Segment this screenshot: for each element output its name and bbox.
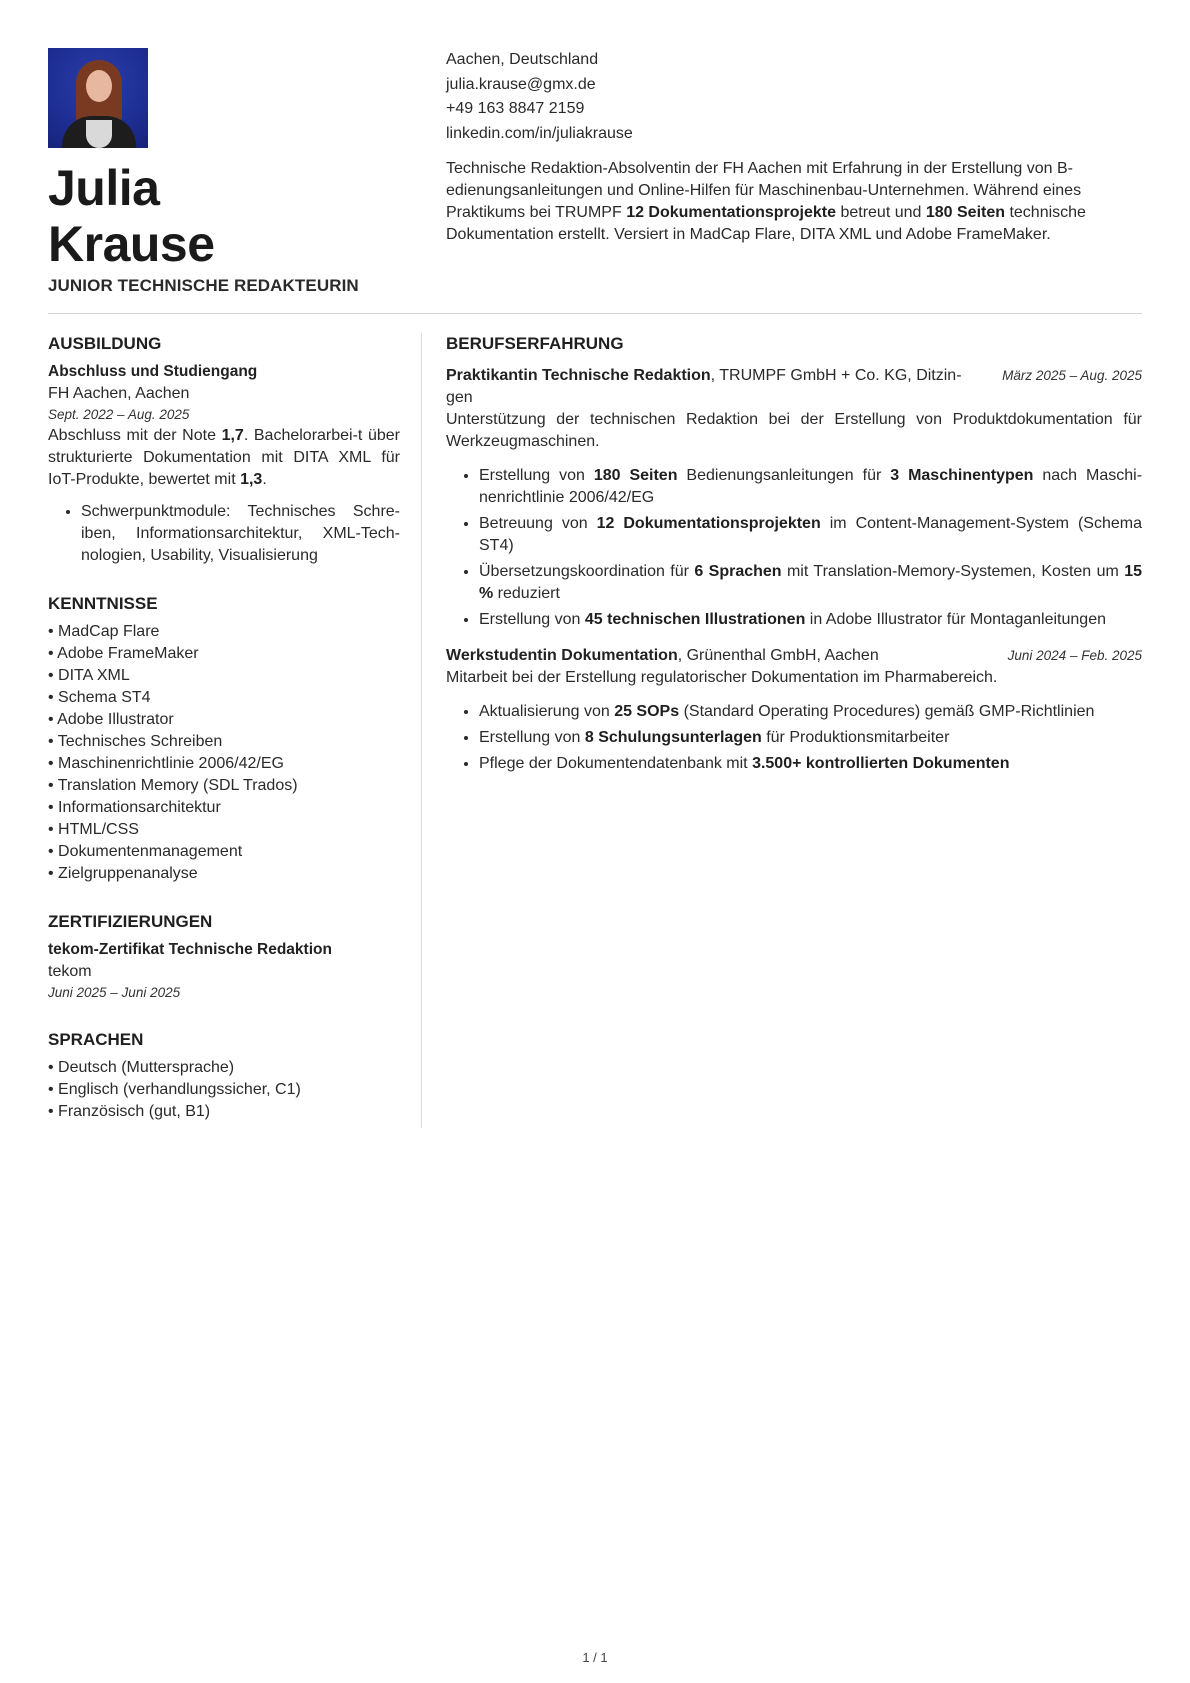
bullet-text: Erstellung von: [479, 729, 585, 746]
job-entry: [446, 645, 1142, 775]
education-grade: 1,7: [221, 427, 244, 444]
certifications-section: [48, 911, 400, 1003]
education-text: Abschluss mit der Note: [48, 427, 222, 444]
bullet-text: nach Maschi-nenrichtlinie 2006/42/EG: [479, 467, 1143, 506]
job-role: Werkstudentin Dokumentation: [446, 647, 678, 664]
section-title-skills: KENNTNISSE: [48, 594, 158, 613]
language-item: • Französisch (gut, B1): [48, 1101, 400, 1123]
bullet-text: Bedienungsanleitungen für: [677, 467, 891, 484]
job-bullet: [479, 513, 1142, 557]
job-bullet: [479, 609, 1142, 631]
bullet-highlight: 3.500+ kontrollierten Dokumenten: [752, 755, 1010, 772]
candidate-name: [48, 160, 215, 272]
skill-item: • HTML/CSS: [48, 819, 400, 841]
section-title-languages: SPRACHEN: [48, 1030, 144, 1049]
thesis-grade: 1,3: [240, 471, 263, 488]
contact-info: [446, 48, 633, 146]
page-indicator: 1 / 1: [582, 1650, 608, 1665]
languages-section: [48, 1029, 400, 1123]
bullet-text: in Adobe Illustrator für Montaganleitungen: [805, 611, 1106, 628]
education-section: [48, 333, 400, 567]
bullet-highlight: 6 Sprachen: [694, 563, 782, 580]
skill-item: • MadCap Flare: [48, 621, 400, 643]
bullet-highlight: 25 SOPs: [614, 703, 680, 720]
education-text: . Bachelorarbei-t über strukturierte Dokumentation mit DITA XML für IoT-Produkte, bewertet mit: [48, 427, 400, 488]
job-role: Praktikantin Technische Redaktion: [446, 367, 711, 384]
certification-dates: Juni 2025 – Juni 2025: [48, 985, 181, 1000]
profile-photo: [48, 48, 148, 148]
job-dates: März 2025 – Aug. 2025: [1002, 368, 1142, 383]
job-title: JUNIOR TECHNISCHE REDAKTEURIN: [48, 276, 359, 295]
job-dates: Juni 2024 – Feb. 2025: [1007, 648, 1142, 663]
job-bullet: [479, 701, 1142, 723]
bullet-text: Betreuung von: [479, 515, 597, 532]
bullet-highlight: 180 Seiten: [593, 467, 678, 484]
section-title-education: AUSBILDUNG: [48, 334, 162, 353]
left-column: [48, 333, 400, 1149]
summary-text: Technische Redaktion-Absolventin der FH Aachen mit Erfahrung in der Erstellung von B-edienungsanleitungen und Online-Hilfen für Maschinenbau-Unternehmen. Während eines Praktikums bei TRUMPF: [446, 160, 1082, 221]
bullet-text: im Content-Management-System (Schema ST4): [479, 515, 1142, 554]
job-bullets: [446, 465, 1142, 631]
bullet-text: für Produktionsmitarbeiter: [761, 729, 950, 746]
skills-section: [48, 593, 400, 885]
education-text: .: [262, 471, 267, 488]
job-description: Mitarbeit bei der Erstellung regulatorischer Dokumentation im Pharmabereich.: [446, 669, 998, 686]
skill-item: • Translation Memory (SDL Trados): [48, 775, 400, 797]
job-description: Unterstützung der technischen Redaktion bei der Erstellung von Produktdokumentation für Werkzeugmaschinen.: [446, 411, 1142, 450]
education-bullets: [48, 501, 400, 567]
job-company: , Grünenthal GmbH, Aachen: [677, 647, 879, 664]
education-degree: Abschluss und Studiengang: [48, 363, 258, 380]
contact-linkedin[interactable]: linkedin.com/in/juliakrause: [446, 124, 633, 142]
photo-face: [86, 70, 112, 102]
right-column: [446, 333, 1142, 789]
bullet-highlight: 15 %: [479, 563, 1143, 602]
skill-item: • Zielgruppenanalyse: [48, 863, 400, 885]
job-header: [446, 365, 1142, 409]
bullet-text: Aktualisierung von: [479, 703, 615, 720]
skill-item: • Informationsarchitektur: [48, 797, 400, 819]
contact-phone[interactable]: +49 163 8847 2159: [446, 100, 585, 117]
bullet-highlight: 3 Maschinentypen: [890, 467, 1034, 484]
bullet-text: Pflege der Dokumentendatenbank mit: [479, 755, 753, 772]
column-divider: [421, 333, 422, 1128]
job-header: [446, 645, 1142, 667]
header-divider: [48, 313, 1142, 314]
photo-collar: [86, 120, 112, 148]
first-name: Julia: [48, 160, 160, 216]
skill-item: • Maschinenrichtlinie 2006/42/EG: [48, 753, 400, 775]
languages-list: [48, 1057, 400, 1123]
section-title-experience: BERUFSERFAHRUNG: [446, 334, 624, 353]
profile-summary: [446, 158, 1142, 246]
section-title-certifications: ZERTIFIZIERUNGEN: [48, 912, 213, 931]
summary-highlight: 180 Seiten: [925, 204, 1006, 221]
bullet-text: reduziert: [493, 585, 560, 602]
certification-issuer: tekom: [48, 963, 92, 980]
last-name: Krause: [48, 216, 215, 272]
contact-email[interactable]: julia.krause@gmx.de: [446, 75, 596, 93]
skill-item: • DITA XML: [48, 665, 400, 687]
certification-title: tekom-Zertifikat Technische Redaktion: [48, 941, 332, 958]
education-school: FH Aachen, Aachen: [48, 385, 190, 402]
skill-item: • Schema ST4: [48, 687, 400, 709]
job-entry: [446, 365, 1142, 631]
summary-highlight: 12 Dokumentationsprojekte: [626, 204, 837, 221]
education-bullet: • Schwerpunktmodule: Technisches Schre-iben, Informationsarchitektur, XML-Tech-nologien, Usability, Visualisierung: [81, 501, 400, 567]
bullet-text: Übersetzungskoordination für: [479, 563, 695, 580]
job-bullet: [479, 561, 1142, 605]
skill-item: • Adobe Illustrator: [48, 709, 400, 731]
skill-item: • Adobe FrameMaker: [48, 643, 400, 665]
job-bullets: [446, 701, 1142, 775]
bullet-text: Erstellung von: [479, 467, 594, 484]
bullet-text: mit Translation-Memory-Systemen, Kosten um: [781, 563, 1125, 580]
language-item: • Englisch (verhandlungssicher, C1): [48, 1079, 400, 1101]
bullet-text: (Standard Operating Procedures) gemäß GMP-Richtlinien: [679, 703, 1095, 720]
bullet-highlight: 45 technischen Illustrationen: [584, 611, 806, 628]
skill-item: • Dokumentenmanagement: [48, 841, 400, 863]
job-bullet: [479, 753, 1142, 775]
job-company: , TRUMPF GmbH + Co. KG, Ditzin-gen: [446, 367, 962, 406]
bullet-highlight: 12 Dokumentationsprojekten: [596, 515, 821, 532]
job-bullet: [479, 465, 1142, 509]
education-description: [48, 425, 400, 491]
summary-text: technische Dokumentation erstellt. Versiert in MadCap Flare, DITA XML und Adobe FrameMaker.: [446, 204, 1086, 243]
bullet-text: Erstellung von: [479, 611, 585, 628]
skills-list: [48, 621, 400, 885]
job-bullet: [479, 727, 1142, 749]
bullet-highlight: 8 Schulungsunterlagen: [584, 729, 762, 746]
skill-item: • Technisches Schreiben: [48, 731, 400, 753]
contact-location: Aachen, Deutschland: [446, 51, 599, 68]
summary-text: betreut und: [836, 204, 926, 221]
language-item: • Deutsch (Muttersprache): [48, 1057, 400, 1079]
education-dates: Sept. 2022 – Aug. 2025: [48, 407, 190, 422]
